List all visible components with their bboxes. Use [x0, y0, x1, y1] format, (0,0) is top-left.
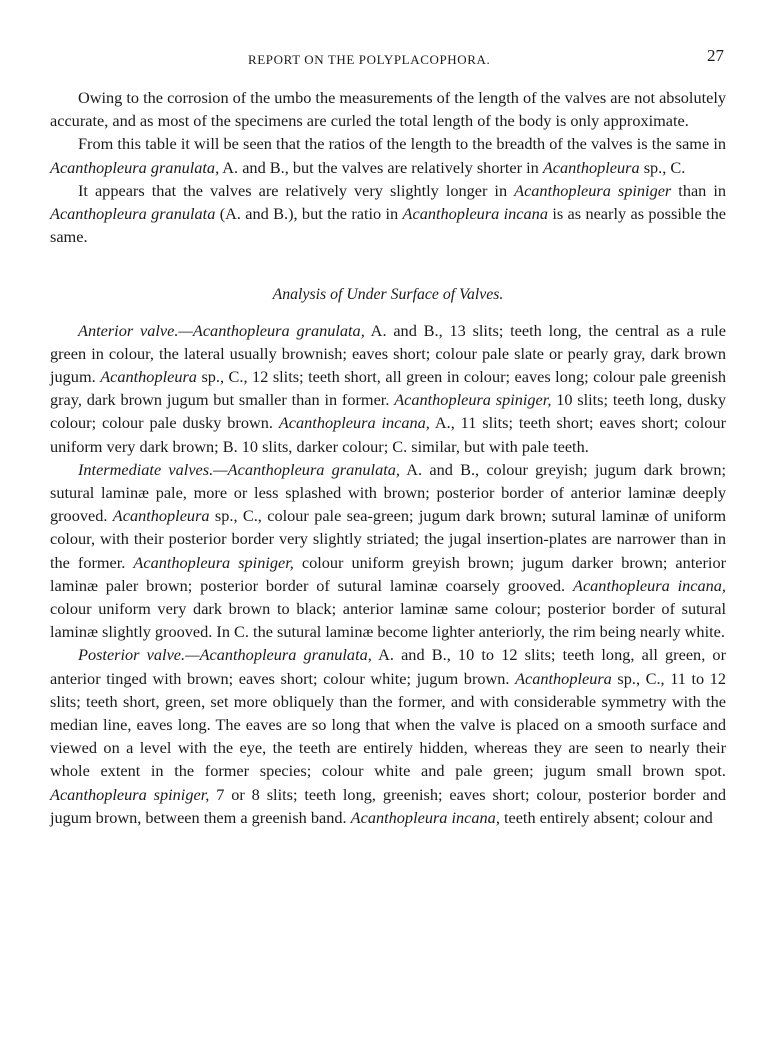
paragraph-comparison: It appears that the valves are relatively very slightly longer in Acanthopleura spiniger than in Acanthopleura granulata (A. and B.), but the ratio in Acanthopleura incana is as nearly as possible the same.	[50, 180, 727, 247]
species-name: Acanthopleura	[515, 668, 612, 688]
posterior-valve-entry: Posterior valve.—Acanthopleura granulata, A. and B., 10 to 12 slits; teeth long, all green, or anterior tinged with brown; eaves short; colour white; jugum brown. Acanthopleura sp., C., 11 to 12 slits; teeth short, green, set more obliquely than the former, and with considerable symmetry with the median line, eaves long. The eaves are so long that when the valve is placed on a smooth surface and viewed on a level with the eye, the teeth are entirely hidden, whereas they are seen to nearly their whole extent in the former species; colour white and pale green; jugum small brown spot. Acanthopleura spiniger, 7 or 8 slits; teeth long, greenish; eaves short; colour, posterior border and jugum brown, between them a greenish band. Acanthopleura incana, teeth entirely absent; colour and	[50, 645, 726, 827]
species-name: Acanthopleura	[100, 367, 197, 387]
species-name: Acanthopleura spiniger,	[50, 784, 210, 804]
section-heading: Analysis of Under Surface of Valves.	[272, 286, 504, 304]
species-name: Acanthopleura incana	[402, 204, 548, 224]
body-text	[50, 86, 726, 829]
paragraph-ratios: From this table it will be seen that the ratios of the length to the breadth of the valves is the same in Acanthopleura granulata, A. and B., but the valves are relatively shorter in Acanthopleura sp., C.	[50, 134, 726, 177]
species-name: Acanthopleura spiniger,	[394, 390, 552, 410]
species-name: Acanthopleura granulata	[50, 157, 216, 177]
page-number: 27	[707, 46, 724, 65]
species-name: Acanthopleura	[542, 157, 640, 177]
species-name: Acanthopleura incana,	[573, 575, 727, 595]
intermediate-valves-entry: Intermediate valves.—Acanthopleura granulata, A. and B., colour greyish; jugum dark brown; sutural laminæ pale, more or less splashed with brown; posterior border of anterior laminæ deeply grooved. Acanthopleura sp., C., colour pale sea-green; jugum dark brown; sutural laminæ of uniform colour, with their posterior border very slightly striated; the jugal insertion-plates are narrower than in the former. Acanthopleura spiniger, colour uniform greyish brown; jugum darker brown; anterior laminæ paler brown; posterior border of sutural laminæ coarsely grooved. Acanthopleura incana, colour uniform very dark brown to black; anterior laminæ same colour; posterior border of sutural laminæ slightly grooved. In C. the sutural laminæ become lighter anteriorly, the rim being nearly white.	[50, 459, 727, 642]
anterior-valve-entry: Anterior valve.—Acanthopleura granulata, A. and B., 13 slits; teeth long, the central as a rule green in colour, the lateral usually brownish; eaves short; colour pale slate or pearly gray, dark brown jugum. Acanthopleura sp., C., 12 slits; teeth short, all green in colour; eaves long; colour pale greenish gray, dark brown jugum but smaller than in former. Acanthopleura spiniger, 10 slits; teeth long, dusky colour; colour pale dusky brown. Acanthopleura incana, A., 11 slits; teeth short; eaves short; colour uniform very dark brown; B. 10 slits, darker colour; C. similar, but with pale teeth.	[50, 320, 727, 456]
species-name: Acanthopleura	[112, 506, 210, 526]
running-head: REPORT ON THE POLYPLACOPHORA.	[248, 52, 491, 67]
species-name: Acanthopleura incana,	[278, 413, 430, 433]
species-name: Acanthopleura incana,	[350, 807, 500, 827]
species-name: Acanthopleura granulata	[50, 204, 216, 224]
analysis-section	[50, 319, 726, 829]
entry-lead: Intermediate valves.—Acanthopleura granulata,	[78, 459, 400, 479]
entry-lead: Anterior valve.—Acanthopleura granulata,	[78, 320, 365, 340]
page-header	[0, 42, 776, 72]
species-name: Acanthopleura spiniger,	[133, 552, 294, 572]
species-name: Acanthopleura spiniger	[514, 180, 672, 200]
entry-lead: Posterior valve.—Acanthopleura granulata,	[78, 645, 372, 665]
paragraph-corrosion: Owing to the corrosion of the umbo the measurements of the length of the valves are not absolutely accurate, and as most of the specimens are curled the total length of the body is only approximate.	[50, 88, 726, 131]
